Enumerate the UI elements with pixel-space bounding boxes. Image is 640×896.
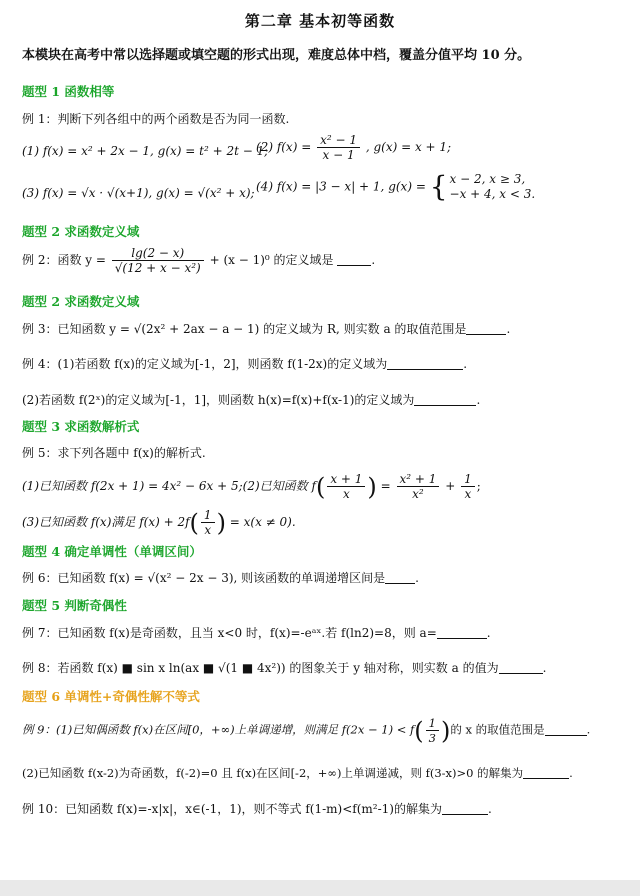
example-4-part-1: 例 4：(1)若函数 f(x)的定义域为[-1，2]，则函数 f(1-2x)的定义域为 . — [22, 357, 468, 371]
section-heading-6: 题型 6 单调性+奇偶性解不等式 — [22, 689, 200, 704]
example-2: 例 2：函数 y = $\frac{\lg(2 - x)}{\text{√(12 + x − x²)}}$ + (x − 1)⁰ 的定义域是 . — [22, 246, 376, 275]
fraction: $\frac{\text{x² − 1}}{x - 1}$ — [317, 133, 360, 162]
answer-blank[interactable] — [437, 637, 487, 639]
fraction: $\frac{x + 1}{x}$ — [327, 472, 365, 501]
section-heading-2: 题型 2 求函数定义域 — [22, 224, 140, 239]
section-heading-2-repeat: 题型 2 求函数定义域 — [22, 294, 140, 309]
example-1-part-4: (4) f(x) = |3 − x| + 1, g(x) = { x − 2, x ≥ 3, −x + 4, x < 3. — [256, 170, 536, 203]
fraction: $\frac{\lg(2 - x)}{\text{√(12 + x − x²)}}$ — [112, 246, 204, 275]
section-heading-4: 题型 4 确定单调性（单调区间） — [22, 544, 202, 559]
example-1-part-1: (1) f(x) = x² + 2x − 1, g(x) = t² + 2t − 1; — [22, 144, 269, 158]
example-5-part-3: (3)已知函数 f(x)满足 f(x) + 2f( $\frac{1}{x}$ ) = x(x ≠ 0). — [22, 508, 296, 537]
example-1-label: 例 1：判断下列各组中的两个函数是否为同一函数. — [22, 112, 290, 126]
chapter-title: 第二章 基本初等函数 — [244, 12, 396, 30]
fraction: $\frac{\text{x² + 1}}{\text{x²}}$ — [397, 472, 440, 501]
example-5-label: 例 5：求下列各题中 f(x)的解析式. — [22, 446, 206, 460]
answer-blank[interactable] — [337, 264, 371, 266]
answer-blank[interactable] — [385, 582, 415, 584]
example-3: 例 3：已知函数 y = √(2x² + 2ax − a − 1) 的定义域为 R, 则实数 a 的取值范围是 . — [22, 322, 511, 336]
example-8: 例 8：若函数 f(x) ■ sin x ln(ax ■ √(1 ■ 4x²)) 的图象关于 y 轴对称，则实数 a 的值为 . — [22, 661, 547, 675]
answer-blank[interactable] — [442, 813, 488, 815]
section-heading-1: 题型 1 函数相等 — [22, 84, 115, 99]
answer-blank[interactable] — [387, 368, 463, 370]
example-9-part-2: (2)已知函数 f(x-2)为奇函数，f(-2)=0 且 f(x)在区间[-2，+∞)上单调递减，则 f(3-x)>0 的解集为 . — [22, 766, 573, 780]
example-9-part-1: 例 9：(1)已知偶函数 f(x)在区间[0，+∞)上单调递增，则满足 f(2x − 1) < f( $\frac{1}{3}$ )的 x 的取值范围是 . — [22, 716, 591, 745]
fraction: $\frac{1}{x}$ — [201, 508, 215, 537]
section-heading-3: 题型 3 求函数解析式 — [22, 419, 140, 434]
intro-text: 本模块在高考中常以选择题或填空题的形式出现，难度总体中档，覆盖分值平均 10 分。 — [22, 48, 531, 63]
answer-blank[interactable] — [523, 777, 569, 779]
example-6: 例 6：已知函数 f(x) = √(x² − 2x − 3), 则该函数的单调递增区间是 . — [22, 571, 419, 585]
bottom-gray-strip — [0, 880, 640, 896]
example-1-part-3: (3) f(x) = √x · √(x+1), g(x) = √(x² + x); — [22, 186, 255, 200]
example-1-part-2: (2) f(x) = $\frac{\text{x² − 1}}{x - 1}$ , g(x) = x + 1; — [256, 133, 452, 162]
fraction: $\frac{1}{3}$ — [426, 716, 439, 745]
answer-blank[interactable] — [466, 333, 506, 335]
answer-blank[interactable] — [545, 734, 587, 736]
section-heading-5: 题型 5 判断奇偶性 — [22, 598, 127, 613]
fraction: $\frac{1}{x}$ — [461, 472, 475, 501]
example-7: 例 7：已知函数 f(x)是奇函数，且当 x<0 时，f(x)=-eᵃˣ.若 f(ln2)=8，则 a= . — [22, 626, 491, 640]
example-4-part-2: (2)若函数 f(2ˣ)的定义域为[-1，1]，则函数 h(x)=f(x)+f(x-1)的定义域为 . — [22, 393, 481, 407]
answer-blank[interactable] — [499, 672, 543, 674]
answer-blank[interactable] — [414, 404, 476, 406]
example-10: 例 10：已知函数 f(x)=-x|x|，x∈(-1，1)，则不等式 f(1-m)<f(m²-1)的解集为 . — [22, 802, 492, 816]
example-5-part-1-2: (1)已知函数 f(2x + 1) = 4x² − 6x + 5;(2)已知函数 f( $\frac{x + 1}{x}$ ) = $\frac{\text{x² + 1}}{\text{x²}}$ + $\frac{1}{x}$ ; — [22, 472, 481, 501]
